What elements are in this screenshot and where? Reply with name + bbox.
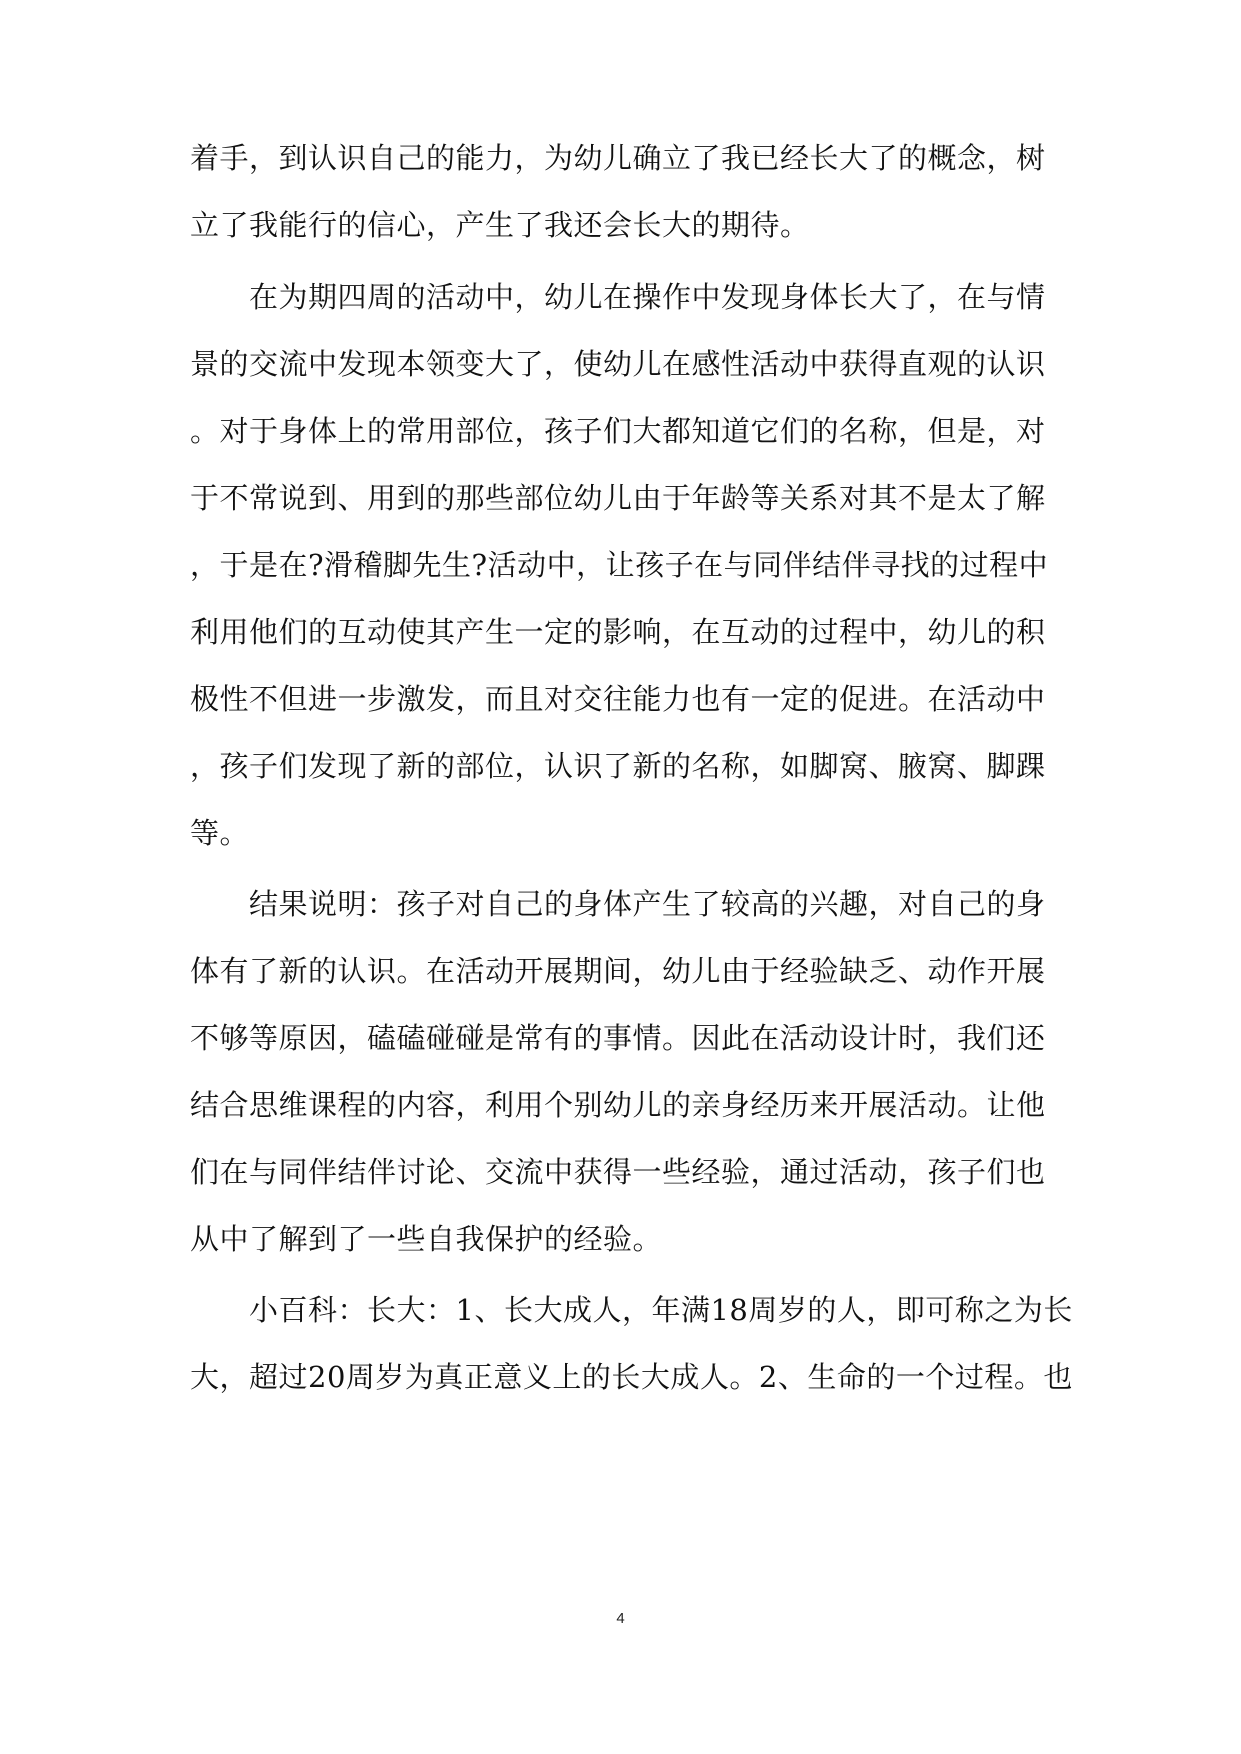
text-line: 利用他们的互动使其产生一定的影响，在互动的过程中，幼儿的积	[190, 615, 1046, 649]
text-line: 立了我能行的信心，产生了我还会长大的期待。	[190, 208, 810, 242]
text-line: 在为期四周的活动中，幼儿在操作中发现身体长大了，在与情	[190, 280, 1046, 314]
text-line: 极性不但进一步激发，而且对交往能力也有一定的促进。在活动中	[190, 682, 1046, 716]
text-line: 。对于身体上的常用部位，孩子们大都知道它们的名称，但是，对	[190, 414, 1046, 448]
page-number: 4	[616, 1610, 625, 1627]
text-line: 从中了解到了一些自我保护的经验。	[190, 1222, 663, 1256]
text-line: 于不常说到、用到的那些部位幼儿由于年龄等关系对其不是太了解	[190, 481, 1046, 515]
text-line: 等。	[190, 816, 250, 850]
text-line: 们在与同伴结伴讨论、交流中获得一些经验，通过活动，孩子们也	[190, 1155, 1046, 1189]
text-line: 体有了新的认识。在活动开展期间，幼儿由于经验缺乏、动作开展	[190, 954, 1046, 988]
text-line: 着手，到认识自己的能力，为幼儿确立了我已经长大了的概念，树	[190, 141, 1046, 175]
text-line: ，于是在?滑稽脚先生?活动中，让孩子在与同伴结伴寻找的过程中	[190, 548, 1049, 582]
text-line: 小百科：长大：1、长大成人，年满18周岁的人，即可称之为长	[190, 1293, 1073, 1327]
text-line: 不够等原因，磕磕碰碰是常有的事情。因此在活动设计时，我们还	[190, 1021, 1046, 1055]
text-line: ，孩子们发现了新的部位，认识了新的名称，如脚窝、腋窝、脚踝	[190, 749, 1046, 783]
text-line: 大，超过20周岁为真正意义上的长大成人。2、生命的一个过程。也	[190, 1360, 1073, 1394]
text-line: 结果说明：孩子对自己的身体产生了较高的兴趣，对自己的身	[190, 887, 1046, 921]
text-line: 结合思维课程的内容，利用个别幼儿的亲身经历来开展活动。让他	[190, 1088, 1046, 1122]
text-line: 景的交流中发现本领变大了，使幼儿在感性活动中获得直观的认识	[190, 347, 1046, 381]
